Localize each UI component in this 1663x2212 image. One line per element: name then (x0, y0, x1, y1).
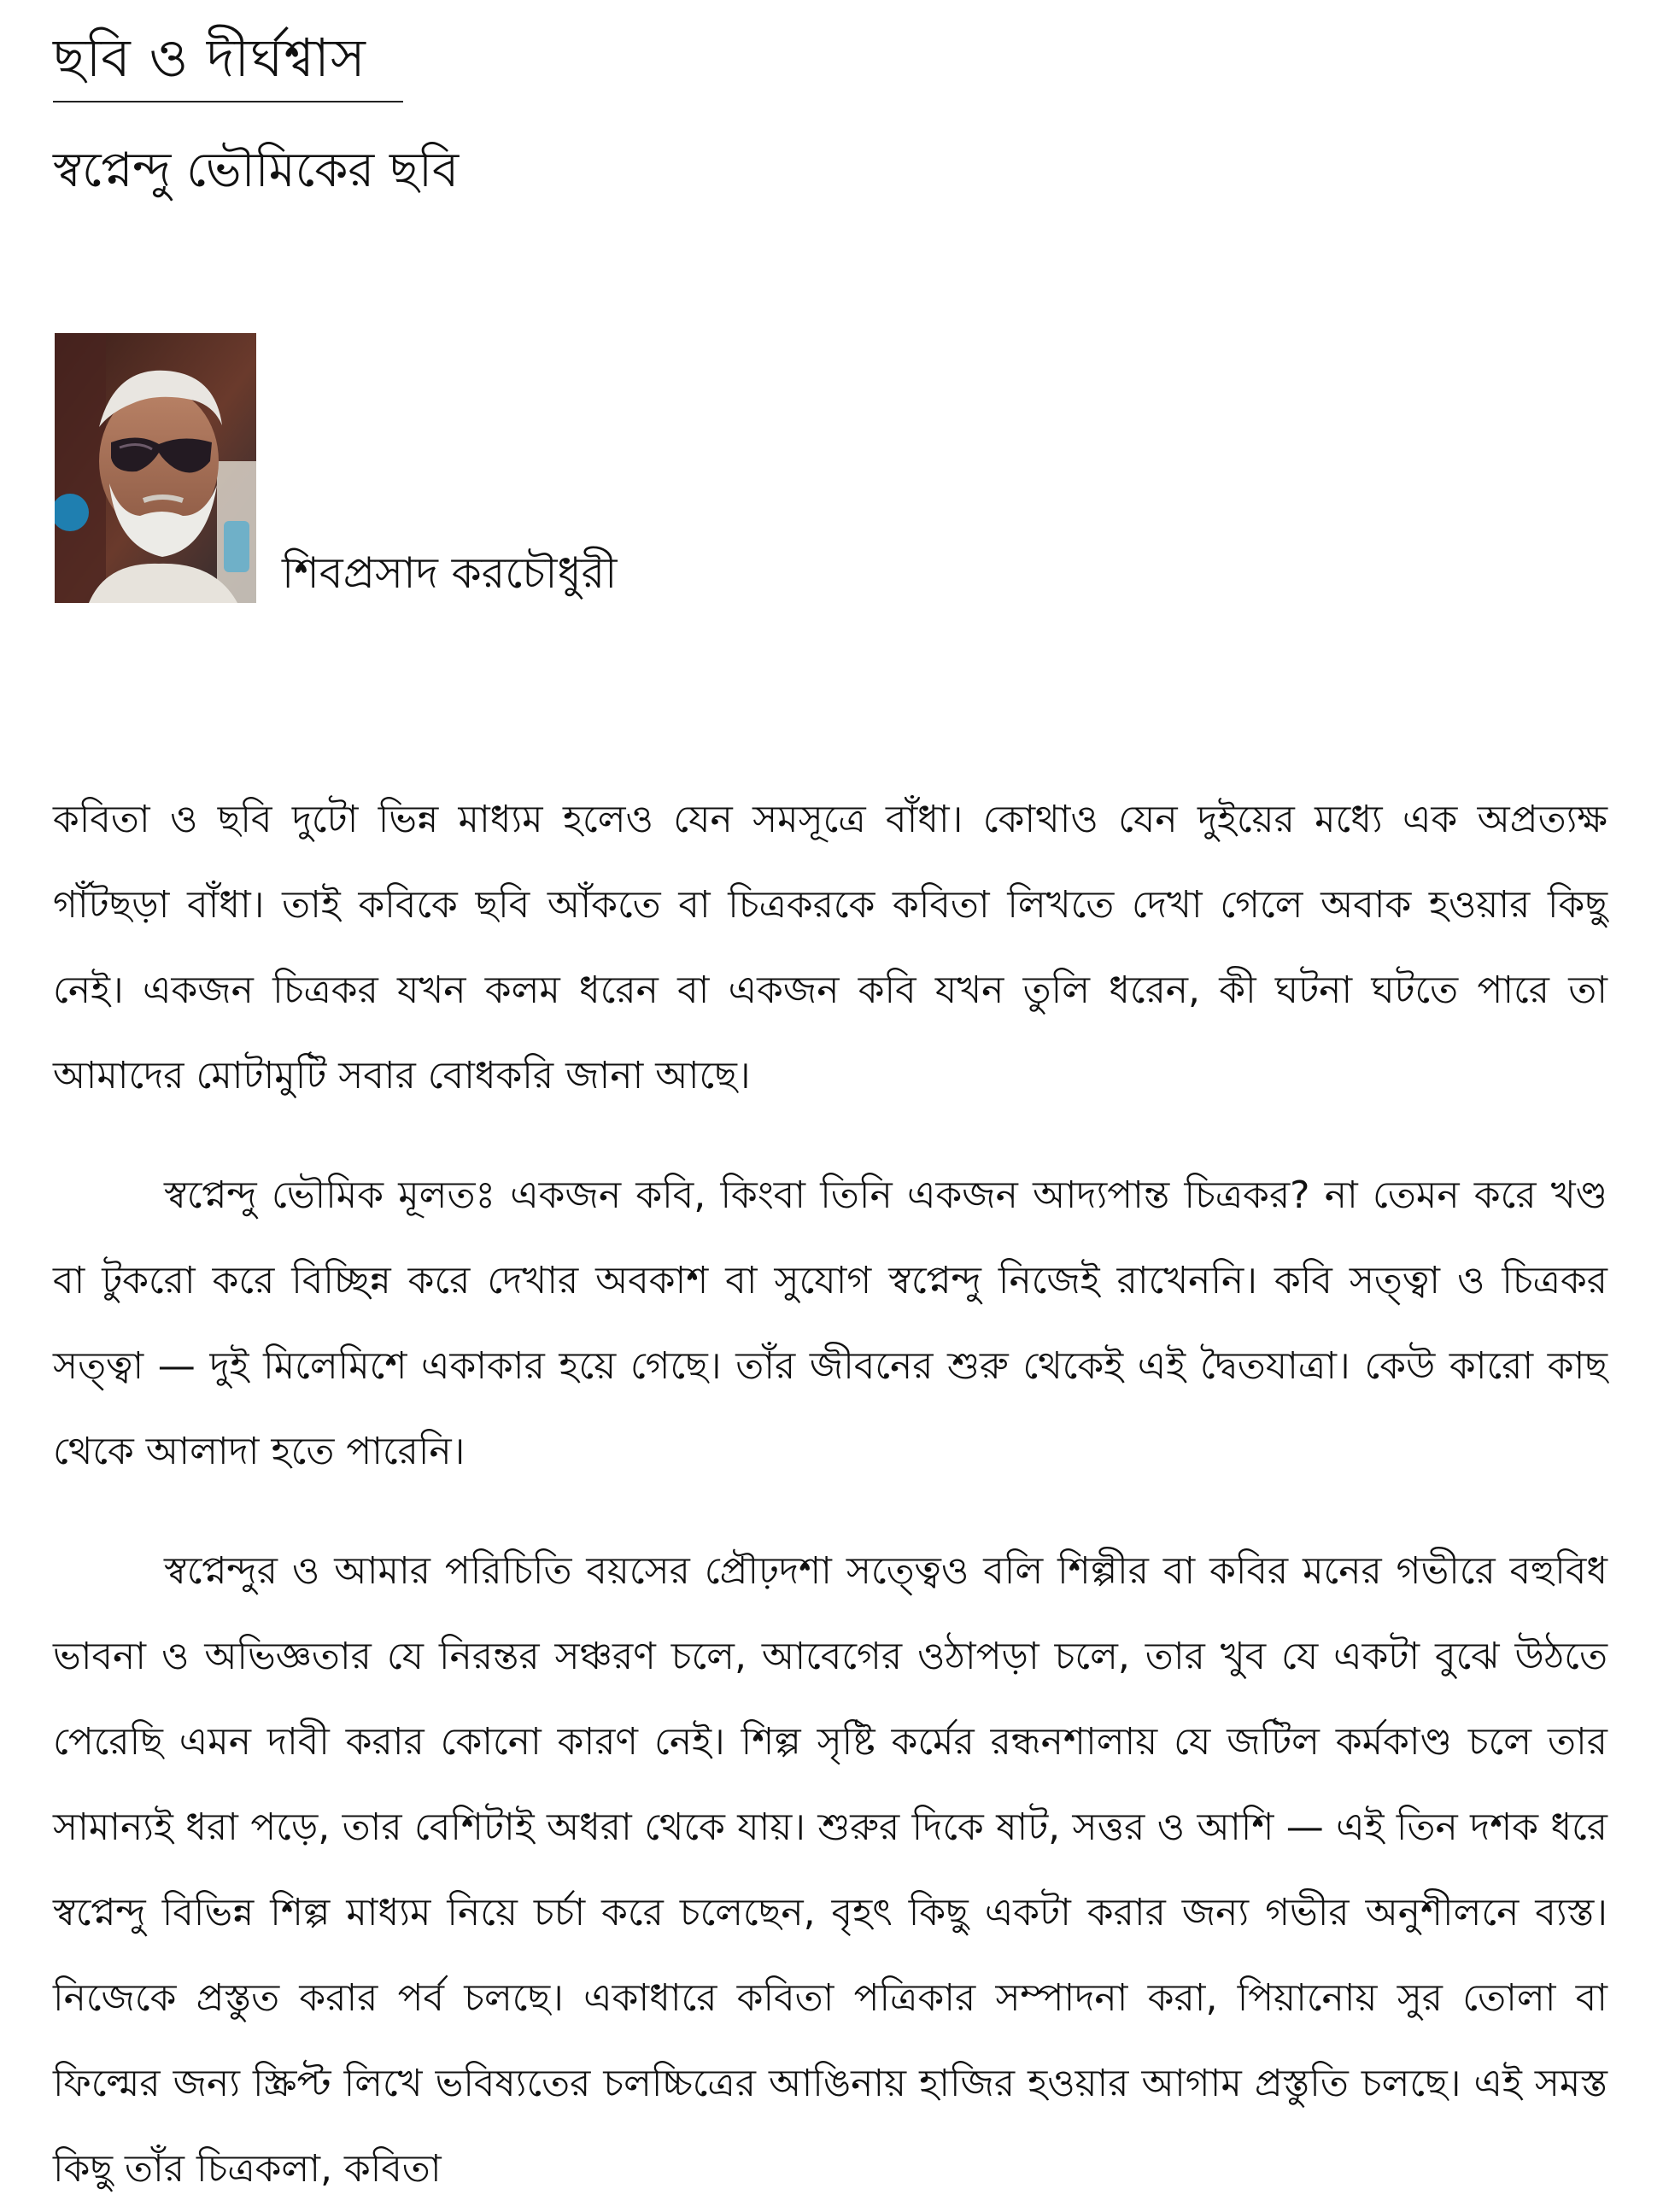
article-body (53, 777, 1607, 2212)
author-photo (55, 333, 256, 603)
author-name: শিবপ্রসাদ করচৌধুরী (282, 548, 618, 598)
section-title: ছবি ও দীর্ঘশ্বাস (53, 26, 366, 89)
article-title: স্বপ্নেন্দু ভৌমিকের ছবি (53, 143, 460, 198)
paragraph: কবিতা ও ছবি দুটো ভিন্ন মাধ্যম হলেও যেন সমসূত্রে বাঁধা। কোথাও যেন দুইয়ের মধ্যে এক অপ্রত্যক্ষ গাঁটছড়া বাঁধা। তাই কবিকে ছবি আঁকতে বা চিত্রকরকে কবিতা লিখতে দেখা গেলে অবাক হওয়ার কিছু নেই। একজন চিত্রকর যখন কলম ধরেন বা একজন কবি যখন তুলি ধরেন, কী ঘটনা ঘটতে পারে তা আমাদের মোটামুটি সবার বোধকরি জানা আছে। (53, 798, 1607, 1097)
paragraph: স্বপ্নেন্দু ভৌমিক মূলতঃ একজন কবি, কিংবা তিনি একজন আদ্যপান্ত চিত্রকর? না তেমন করে খণ্ড বা টুকরো করে বিচ্ছিন্ন করে দেখার অবকাশ বা সুযোগ স্বপ্নেন্দু নিজেই রাখেননি। কবি সত্ত্বা ও চিত্রকর সত্ত্বা — দুই মিলেমিশে একাকার হয়ে গেছে। তাঁর জীবনের শুরু থেকেই এই দ্বৈতযাত্রা। কেউ কারো কাছ থেকে আলাদা হতে পারেনি। (53, 1173, 1607, 1473)
title-underline (53, 101, 403, 102)
paragraph: স্বপ্নেন্দুর ও আমার পরিচিতি বয়সের প্রৌঢ়দশা সত্ত্বেও বলি শিল্পীর বা কবির মনের গভীরে বহুবিধ ভাবনা ও অভিজ্ঞতার যে নিরন্তর সঞ্চরণ চলে, আবেগের ওঠাপড়া চলে, তার খুব যে একটা বুঝে উঠতে পেরেছি এমন দাবী করার কোনো কারণ নেই। শিল্প সৃষ্টি কর্মের রন্ধনশালায় যে জটিল কর্মকাণ্ড চলে তার সামান্যই ধরা পড়ে, তার বেশিটাই অধরা থেকে যায়। শুরুর দিকে ষাট, সত্তর ও আশি — এই তিন দশক ধরে স্বপ্নেন্দু বিভিন্ন শিল্প মাধ্যম নিয়ে চর্চা করে চলেছেন, বৃহৎ কিছু একটা করার জন্য গভীর অনুশীলনে ব্যস্ত। নিজেকে প্রস্তুত করার পর্ব চলছে। একাধারে কবিতা পত্রিকার সম্পাদনা করা, পিয়ানোয় সুর তোলা বা ফিল্মের জন্য স্ক্রিপ্ট লিখে ভবিষ্যতের চলচ্চিত্রের আঙিনায় হাজির হওয়ার আগাম প্রস্তুতি চলছে। এই সমস্ত কিছু তাঁর চিত্রকলা, কবিতা (53, 1549, 1607, 2191)
